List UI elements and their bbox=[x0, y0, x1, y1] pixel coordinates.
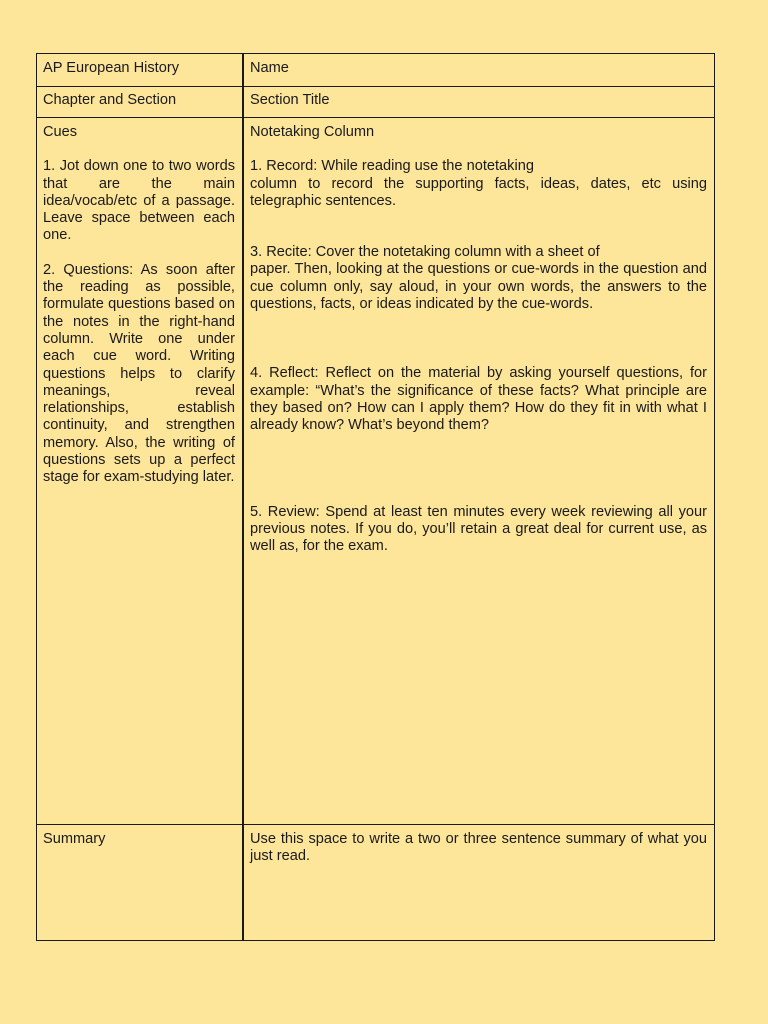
summary-heading: Summary bbox=[43, 831, 106, 847]
review-instruction: 5. Review: Spend at least ten minutes every week reviewing all your previous notes. If you do, you’ll retain a great deal for current use, as well as, for the exam. bbox=[250, 503, 707, 555]
reflect-instruction: 4. Reflect: Reflect on the material by asking yourself questions, for example: “What’s the significance of these facts? What principle are they based on? How can I apply them? How do they fit in with what I already know? What’s beyond them? bbox=[250, 365, 707, 434]
chapter-cell[interactable] bbox=[37, 87, 244, 117]
summary-instruction: Use this space to write a two or three sentence summary of what you just read. bbox=[250, 831, 707, 865]
summary-area[interactable] bbox=[244, 825, 714, 940]
recite-instruction-rest: paper. Then, looking at the questions or cue-words in the question and cue column only, say aloud, in your own words, the answers to the questions, facts, or ideas indicated by the cue-words. bbox=[250, 261, 707, 313]
notes-row bbox=[37, 118, 714, 825]
record-instruction-line1: 1. Record: While reading use the notetaking bbox=[250, 158, 534, 175]
section-title-cell[interactable] bbox=[244, 87, 714, 117]
course-title: AP European History bbox=[43, 60, 180, 76]
notetaking-heading: Notetaking Column bbox=[250, 124, 375, 140]
section-title-label: Section Title bbox=[250, 92, 330, 108]
record-instruction bbox=[250, 158, 707, 210]
cues-jot-down-instruction: 1. Jot down one to two words that are the main idea/vocab/etc of a passage. Leave space between each one. bbox=[43, 158, 235, 244]
chapter-label: Chapter and Section bbox=[43, 92, 177, 108]
recite-instruction-line1: 3. Recite: Cover the notetaking column with a sheet of bbox=[250, 244, 600, 261]
notetaking-column[interactable] bbox=[244, 118, 714, 824]
cues-heading: Cues bbox=[43, 124, 78, 140]
recite-instruction bbox=[250, 244, 707, 313]
summary-label-cell bbox=[37, 825, 244, 940]
cues-column[interactable] bbox=[37, 118, 244, 824]
name-cell[interactable] bbox=[244, 54, 714, 86]
header-row-chapter bbox=[37, 87, 714, 118]
course-cell bbox=[37, 54, 244, 86]
cues-questions-instruction: 2. Questions: As soon after the reading as possible, formulate questions based on the notes in the right-hand column. Write one under each cue word. Writing questions helps to clarify meanings, reveal relationships, establish continuity, and strengthen memory. Also, the writing of questions sets up a perfect stage for exam-studying later. bbox=[43, 261, 235, 486]
record-instruction-rest: column to record the supporting facts, ideas, dates, etc using telegraphic sentences. bbox=[250, 175, 707, 209]
cornell-notes-table bbox=[36, 53, 715, 941]
summary-row bbox=[37, 825, 714, 940]
name-label: Name bbox=[250, 60, 289, 76]
header-row-course bbox=[37, 54, 714, 87]
